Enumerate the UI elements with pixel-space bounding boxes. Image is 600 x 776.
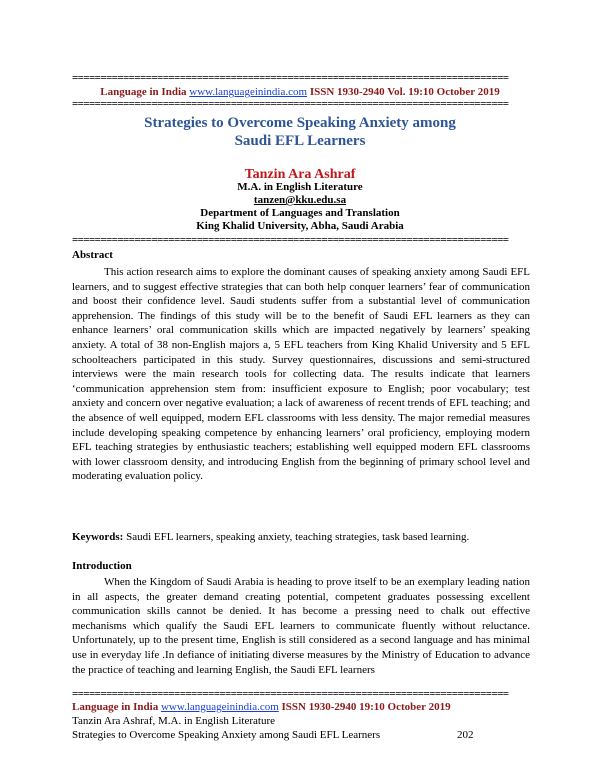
journal-name: Language in India xyxy=(100,86,187,98)
journal-volume: Vol. 19:10 October 2019 xyxy=(387,86,500,98)
paper-title-line-2: Saudi EFL Learners xyxy=(234,133,366,149)
author-email-link[interactable]: tanzen@kku.edu.sa xyxy=(253,194,347,206)
paper-title-line-1: Strategies to Overcome Speaking Anxiety among xyxy=(144,115,456,131)
footer-rule: ============================================================================= xyxy=(72,689,509,700)
abstract-text: This action research aims to explore the dominant causes of speaking anxiety among Saudi EFL learners, and to suggest effective strategies that can both help conquer learners’ fear of communication and boost their confidence level. Saudi students suffer from a substantial level of communication apprehension. The findings of this study will be to the benefit of Saudi EFL learners as they can enhance learners’ oral communication skills which are impacted negatively by learners’ speaking anxiety. A total of 38 non-English majors a, 5 EFL teachers from King Khalid University and 5 EFL schoolteachers participated in this study. Survey questionnaires, discussions and semi-structured interviews were the main research tools for collecting data. The results indicate that learners ‘communication apprehension stem from: insufficient exposure to English; poor vocabulary; test anxiety and concern over negative evaluation; a lack of awareness of recent trends of EFL teaching; and the absence of well equipped, modern EFL classrooms with less density. The major remedial measures include developing speaking competence by enhancing learners’ oral proficiency, employing modern EFL teaching strategies by enthusiastic teachers; establishing well equipped modern EFL classrooms with lower classroom density, and introducing English from the beginning of primary school level and moderating evaluation policy. xyxy=(72,266,530,483)
introduction-heading: Introduction xyxy=(72,560,132,572)
author-name: Tanzin Ara Ashraf xyxy=(244,167,356,182)
keywords-row xyxy=(72,530,532,544)
header-top-rule: ============================================================================= xyxy=(72,73,509,84)
introduction-text: When the Kingdom of Saudi Arabia is heading to prove itself to be an exemplary leading nation in all aspects, the greater demand creating potential, competent graduates possessing excellent communication skills cannot be denied. It has become a pressing need to chalk out effective mechanisms which qualify the Saudi EFL learners to communicate fluently without reluctance. Unfortunately, up to the present time, English is still considered as a second language and has minimal use in everyday life .In defiance of initiating diverse measures by the Ministry of Education to advance the practice of teaching and learning English, the Saudi EFL learners xyxy=(72,576,530,676)
keywords-label: Keywords: xyxy=(72,531,124,543)
footer-title-line: Strategies to Overcome Speaking Anxiety among Saudi EFL Learners xyxy=(72,729,381,741)
keywords-text: Saudi EFL learners, speaking anxiety, teaching strategies, task based learning. xyxy=(123,531,470,543)
footer-journal-line xyxy=(72,701,532,714)
journal-header xyxy=(0,86,600,99)
author-bottom-rule: ============================================================================= xyxy=(72,235,509,246)
page-number: 202 xyxy=(457,729,474,741)
author-department: Department of Languages and Translation xyxy=(200,207,400,219)
introduction-paragraph xyxy=(72,575,530,677)
abstract-heading: Abstract xyxy=(72,249,113,261)
author-email-row xyxy=(0,194,600,207)
footer-author-line: Tanzin Ara Ashraf, M.A. in English Literature xyxy=(72,715,275,727)
journal-url-link[interactable]: www.languageinindia.com xyxy=(189,86,308,98)
footer-url-link[interactable]: www.languageinindia.com xyxy=(160,701,279,713)
author-university: King Khalid University, Abha, Saudi Arabia xyxy=(196,220,404,232)
header-bottom-rule: ============================================================================= xyxy=(72,99,509,110)
journal-issn: ISSN 1930-2940 xyxy=(309,86,385,98)
author-degree: M.A. in English Literature xyxy=(237,181,363,193)
footer-date: 19:10 October 2019 xyxy=(359,701,451,713)
footer-issn: ISSN 1930-2940 xyxy=(281,701,357,713)
abstract-paragraph xyxy=(72,265,530,484)
footer-journal-name: Language in India xyxy=(72,701,159,713)
